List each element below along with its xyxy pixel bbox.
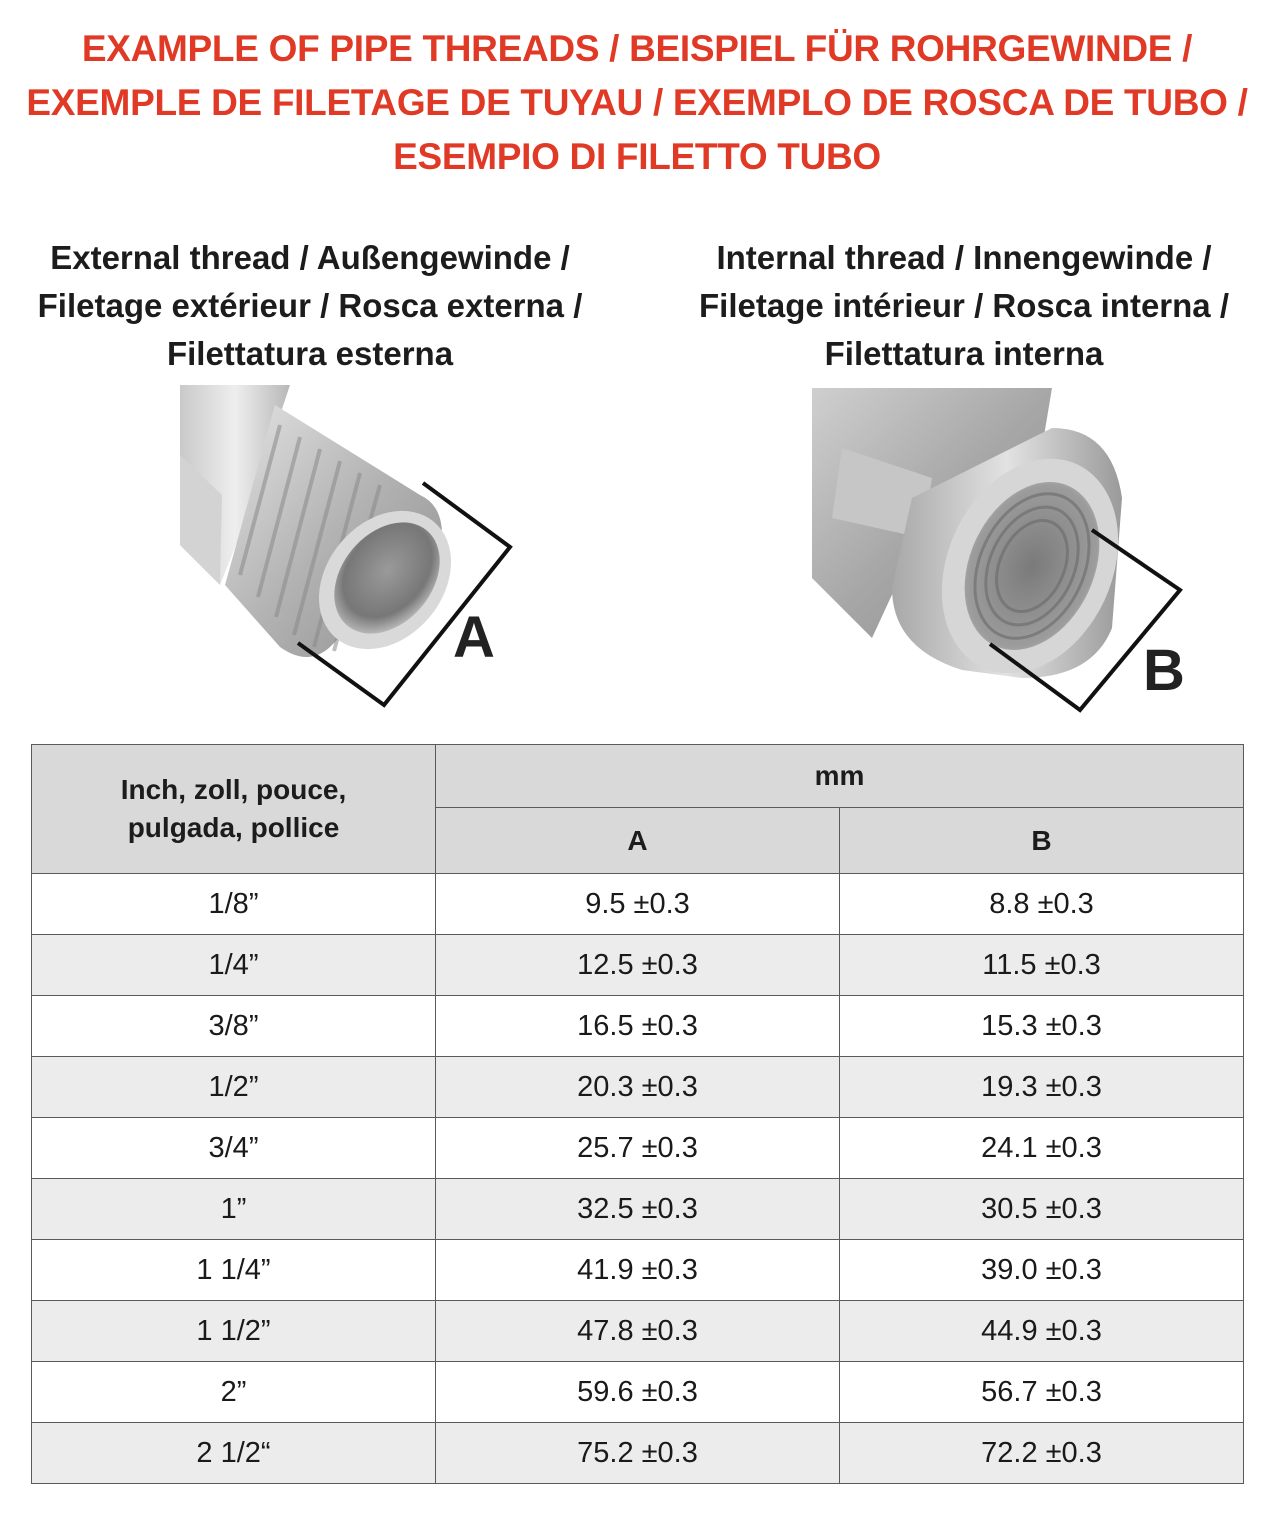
internal-thread-caption <box>664 234 1264 378</box>
inch-header-line-1: Inch, zoll, pouce, <box>120 774 347 805</box>
external-caption-line-2: Filetage extérieur / Rosca externa / <box>37 287 583 324</box>
table-body <box>32 874 1244 1484</box>
table-row <box>32 874 1244 935</box>
inch-cell: 1/8” <box>32 874 436 935</box>
inch-cell: 3/4” <box>32 1118 436 1179</box>
inch-cell: 1 1/4” <box>32 1240 436 1301</box>
external-thread-caption <box>10 234 610 378</box>
b-value-cell: 30.5 ±0.3 <box>840 1179 1244 1240</box>
inch-cell: 1 1/2” <box>32 1301 436 1362</box>
b-value-cell: 15.3 ±0.3 <box>840 996 1244 1057</box>
marker-b: B <box>1143 638 1185 703</box>
a-value-cell: 25.7 ±0.3 <box>436 1118 840 1179</box>
inch-cell: 1/4” <box>32 935 436 996</box>
b-value-cell: 39.0 ±0.3 <box>840 1240 1244 1301</box>
marker-a: A <box>453 605 495 670</box>
a-value-cell: 9.5 ±0.3 <box>436 874 840 935</box>
table-row <box>32 1179 1244 1240</box>
external-caption-line-3: Filettatura esterna <box>166 335 454 372</box>
a-value-cell: 32.5 ±0.3 <box>436 1179 840 1240</box>
b-value-cell: 72.2 ±0.3 <box>840 1423 1244 1484</box>
a-value-cell: 47.8 ±0.3 <box>436 1301 840 1362</box>
a-value-cell: 12.5 ±0.3 <box>436 935 840 996</box>
mm-header: mm <box>436 745 1244 808</box>
column-a-header: A <box>436 808 840 874</box>
inch-cell: 3/8” <box>32 996 436 1057</box>
inch-cell: 2” <box>32 1362 436 1423</box>
thread-size-table <box>31 744 1244 1484</box>
table-row <box>32 1301 1244 1362</box>
table-row <box>32 1362 1244 1423</box>
table-row <box>32 1118 1244 1179</box>
internal-caption-line-2: Filetage intérieur / Rosca interna / <box>699 287 1229 324</box>
inch-cell: 1” <box>32 1179 436 1240</box>
inch-column-header <box>32 745 436 874</box>
table-row <box>32 1057 1244 1118</box>
a-value-cell: 41.9 ±0.3 <box>436 1240 840 1301</box>
inch-header-line-2: pulgada, pollice <box>127 812 340 843</box>
b-value-cell: 24.1 ±0.3 <box>840 1118 1244 1179</box>
a-value-cell: 16.5 ±0.3 <box>436 996 840 1057</box>
inch-cell: 1/2” <box>32 1057 436 1118</box>
title-line-2: EXEMPLE DE FILETAGE DE TUYAU / EXEMPLO DE ROSCA DE TUBO / <box>26 82 1248 123</box>
title-line-1: EXAMPLE OF PIPE THREADS / BEISPIEL FÜR ROHRGEWINDE / <box>81 28 1193 69</box>
a-value-cell: 59.6 ±0.3 <box>436 1362 840 1423</box>
column-b-header: B <box>840 808 1244 874</box>
table-row <box>32 996 1244 1057</box>
b-value-cell: 8.8 ±0.3 <box>840 874 1244 935</box>
internal-thread-fitting-image <box>812 388 1212 718</box>
a-value-cell: 75.2 ±0.3 <box>436 1423 840 1484</box>
b-value-cell: 44.9 ±0.3 <box>840 1301 1244 1362</box>
internal-caption-line-3: Filettatura interna <box>824 335 1104 372</box>
external-caption-line-1: External thread / Außengewinde / <box>50 239 570 276</box>
table-row <box>32 1240 1244 1301</box>
table-row <box>32 1423 1244 1484</box>
external-thread-fitting-image <box>180 385 520 715</box>
inch-cell: 2 1/2“ <box>32 1423 436 1484</box>
a-value-cell: 20.3 ±0.3 <box>436 1057 840 1118</box>
b-value-cell: 19.3 ±0.3 <box>840 1057 1244 1118</box>
internal-caption-line-1: Internal thread / Innengewinde / <box>716 239 1212 276</box>
table-row <box>32 935 1244 996</box>
page-title <box>0 22 1274 184</box>
title-line-3: ESEMPIO DI FILETTO TUBO <box>393 136 881 177</box>
b-value-cell: 11.5 ±0.3 <box>840 935 1244 996</box>
b-value-cell: 56.7 ±0.3 <box>840 1362 1244 1423</box>
